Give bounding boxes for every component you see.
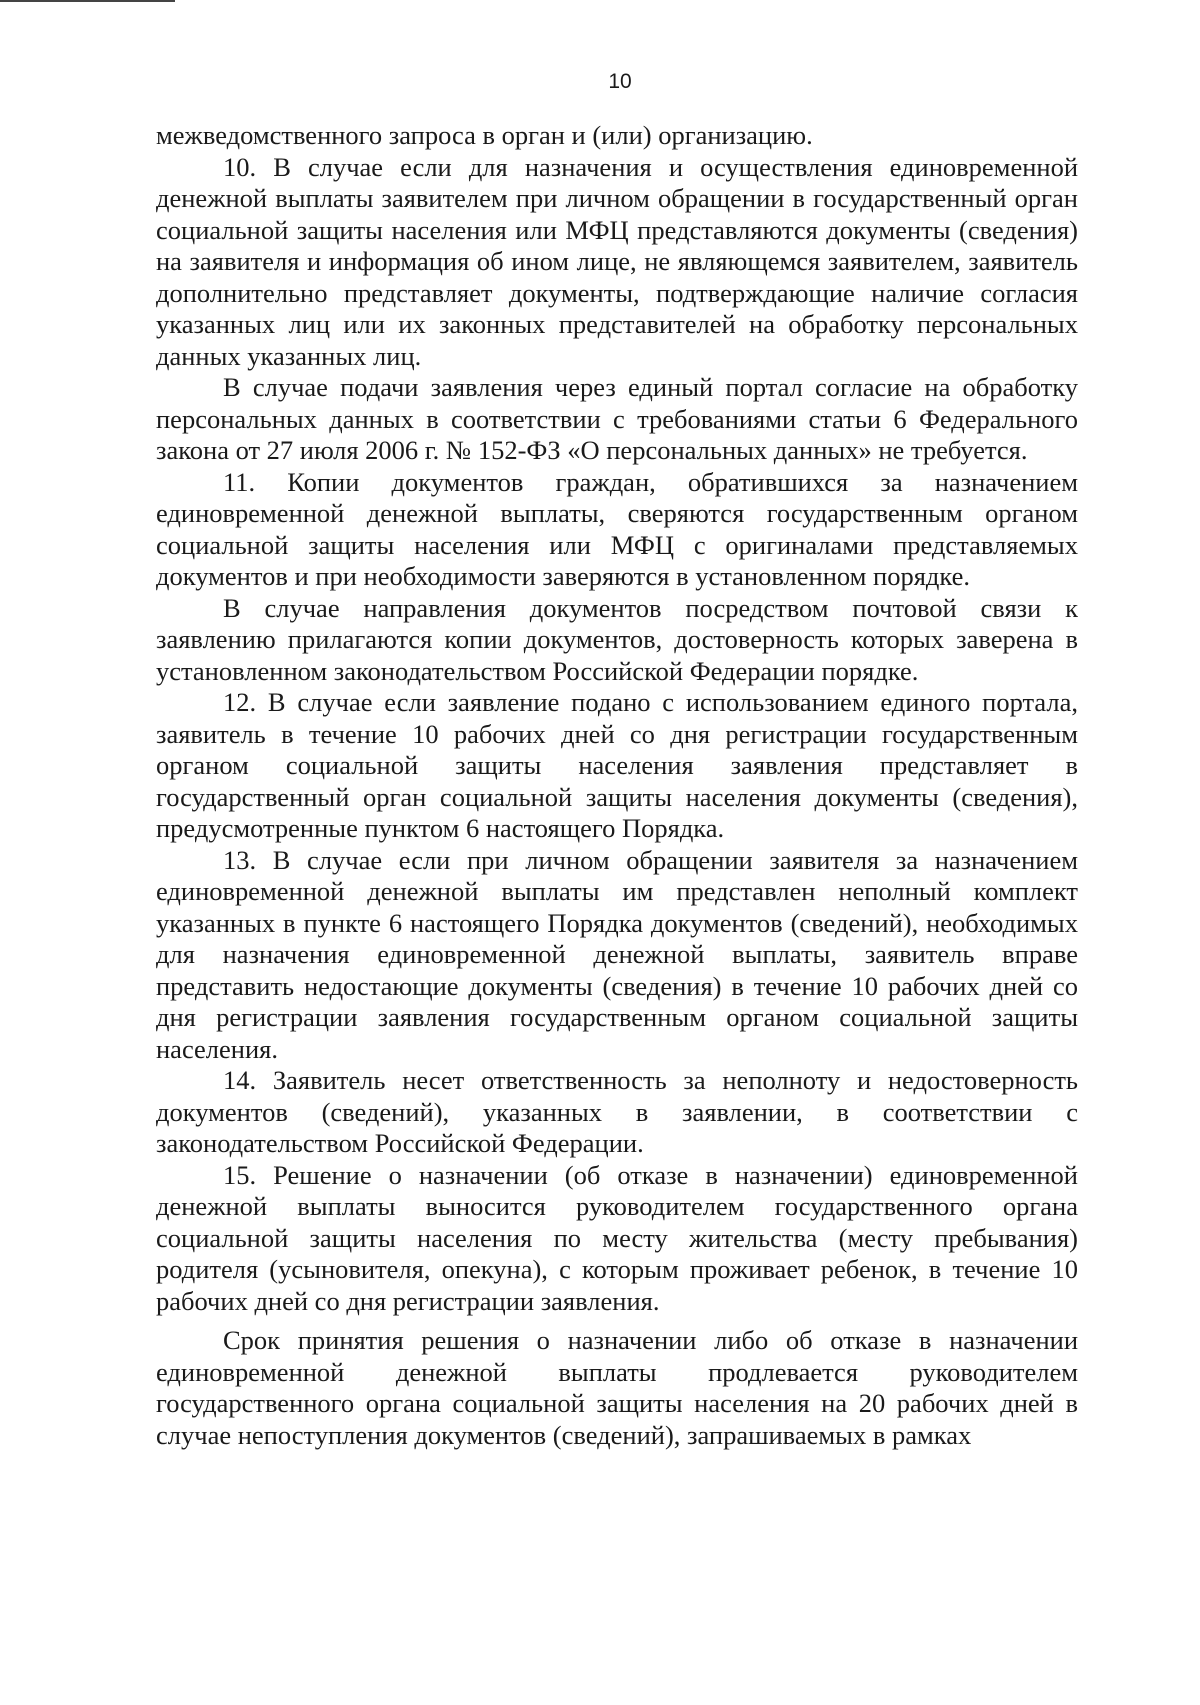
- document-body: [156, 120, 1078, 1451]
- paragraph-item-10: 10. В случае если для назначения и осуществления единовременной денежной выплаты заявителем при личном обращении в государственный орган социальной защиты населения или МФЦ представляются документы (сведения) на заявителя и информация об ином лице, не являющемся заявителем, заявитель дополнительно представляет документы, подтверждающие наличие согласия указанных лиц или их законных представителей на обработку персональных данных указанных лиц.: [156, 151, 1078, 371]
- paragraph-item-14: 14. Заявитель несет ответственность за неполноту и недостоверность документов (сведений), указанных в заявлении, в соответствии с законодательством Российской Федерации.: [156, 1065, 1078, 1158]
- paragraph-item-13: 13. В случае если при личном обращении заявителя за назначением единовременной денежной выплаты им представлен неполный комплект указанных в пункте 6 настоящего Порядка документов (сведений), необходимых для назначения единовременной денежной выплаты, заявитель вправе представить недостающие документы (сведения) в течение 10 рабочих дней со дня регистрации заявления государственным органом социальной защиты населения.: [156, 844, 1078, 1064]
- paragraph-continuation: межведомственного запроса в орган и (или) организацию.: [156, 120, 813, 150]
- scan-edge-line: [0, 0, 175, 2]
- paragraph-item-15: 15. Решение о назначении (об отказе в назначении) единовременной денежной выплаты выносится руководителем государственного органа социальной защиты населения по месту жительства (месту пребывания) родителя (усыновителя, опекуна), с которым проживает ребенок, в течение 10 рабочих дней со дня регистрации заявления.: [156, 1159, 1078, 1316]
- paragraph-portal-consent: В случае подачи заявления через единый портал согласие на обработку персональных данных в соответствии с требованиями статьи 6 Федерального закона от 27 июля 2006 г. № 152-ФЗ «О персональных данных» не требуется.: [156, 372, 1078, 465]
- paragraph-item-12: 12. В случае если заявление подано с использованием единого портала, заявитель в течение 10 рабочих дней со дня регистрации государственным органом социальной защиты населения заявления представляет в государственный орган социальной защиты населения документы (сведения), предусмотренные пунктом 6 настоящего Порядка.: [156, 687, 1078, 843]
- paragraph-item-11: 11. Копии документов граждан, обратившихся за назначением единовременной денежной выплаты, сверяются государственным органом социальной защиты населения или МФЦ с оригиналами представляемых документов и при необходимости заверяются в установленном порядке.: [156, 466, 1078, 591]
- page-number: 10: [608, 70, 632, 93]
- paragraph-postal-submission: В случае направления документов посредством почтовой связи к заявлению прилагаются копии документов, достоверность которых заверена в установленном законодательством Российской Федерации порядке.: [156, 592, 1078, 686]
- paragraph-decision-term: Срок принятия решения о назначении либо об отказе в назначении единовременной денежной выплаты продлевается руководителем государственного органа социальной защиты населения на 20 рабочих дней в случае непоступления документов (сведений), запрашиваемых в рамках: [156, 1325, 1078, 1450]
